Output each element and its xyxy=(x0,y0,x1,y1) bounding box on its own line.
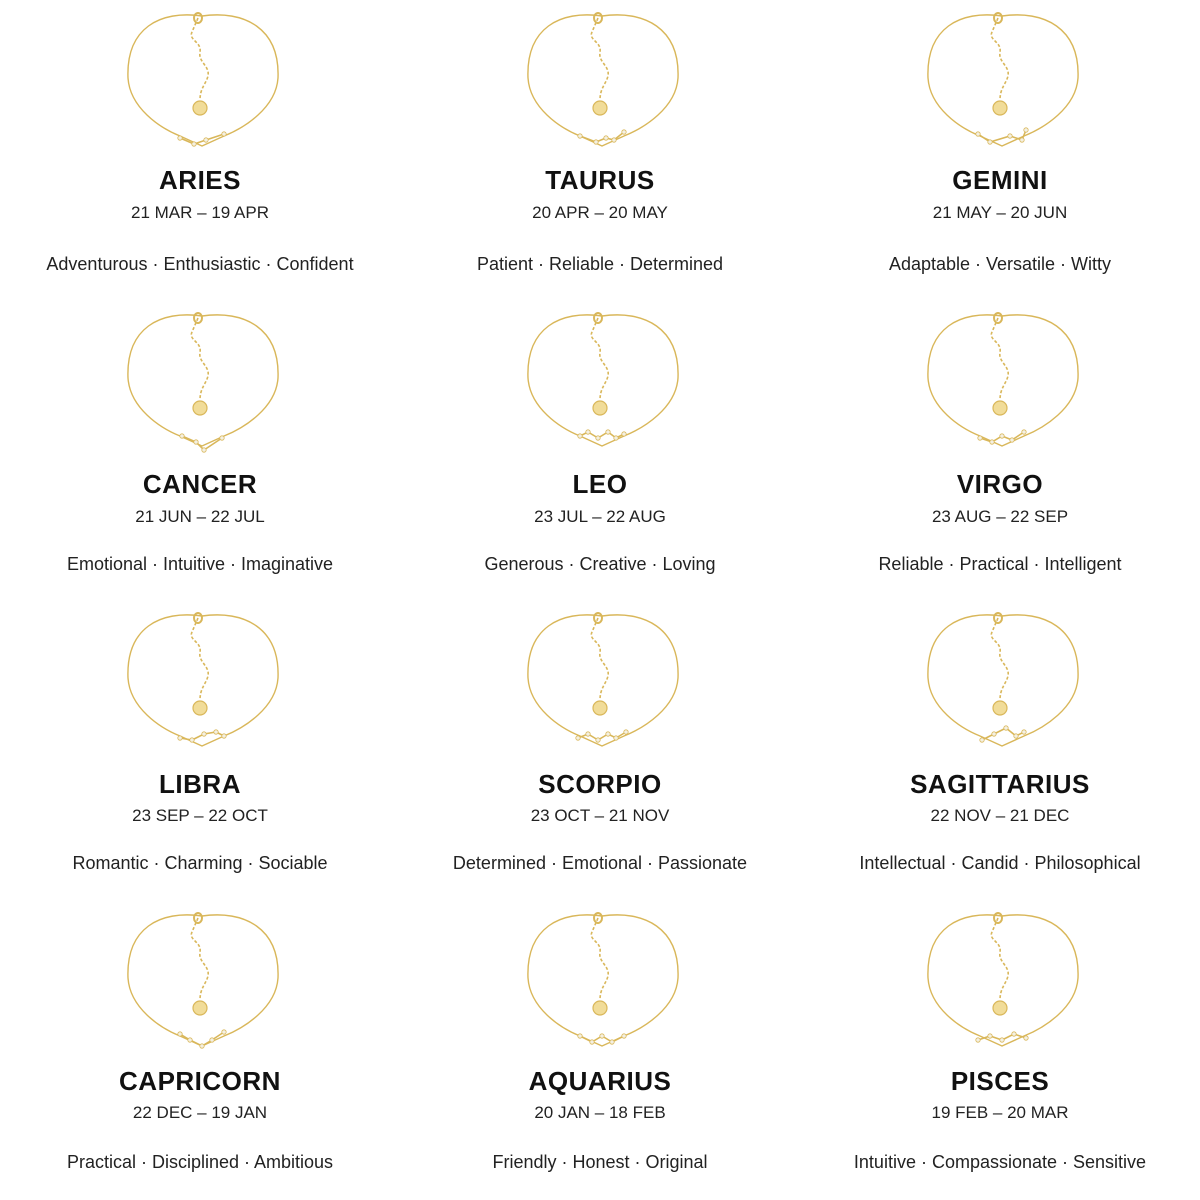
sign-name: VIRGO xyxy=(956,469,1044,499)
crystal-stone xyxy=(180,434,184,438)
crystal-stone xyxy=(202,448,206,452)
zodiac-card-pisces xyxy=(800,900,1200,1200)
sign-traits: Determined · Emotional · Passionate xyxy=(452,853,748,873)
sign-name: PISCES xyxy=(950,1066,1050,1096)
crystal-stone xyxy=(210,1038,214,1042)
sign-name: GEMINI xyxy=(952,165,1048,195)
crystal-stone xyxy=(610,1040,614,1044)
crystal-stone xyxy=(604,136,608,140)
crystal-stone xyxy=(612,138,616,142)
extender-chain xyxy=(591,18,608,100)
crystal-stone xyxy=(606,430,610,434)
bracelet-image xyxy=(120,308,285,458)
bracelet-image xyxy=(520,8,685,158)
extender-chain xyxy=(991,318,1008,400)
crystal-stone xyxy=(992,732,996,736)
pendant-tag xyxy=(993,101,1007,115)
crystal-stone xyxy=(978,436,982,440)
sign-traits: Friendly · Honest · Original xyxy=(492,1152,708,1172)
chain-loop xyxy=(528,615,678,746)
sign-name: SCORPIO xyxy=(538,769,662,799)
crystal-stone xyxy=(624,730,628,734)
sign-name: CANCER xyxy=(142,469,258,499)
crystal-stone xyxy=(622,432,626,436)
crystal-stone xyxy=(188,1038,192,1042)
sign-traits: Romantic · Charming · Sociable xyxy=(72,853,328,873)
pendant-tag xyxy=(193,1001,207,1015)
chain-loop xyxy=(528,315,678,446)
crystal-stone xyxy=(988,140,992,144)
bracelet-image xyxy=(920,8,1085,158)
crystal-stone xyxy=(988,1034,992,1038)
chain-loop xyxy=(128,315,278,446)
extender-chain xyxy=(591,918,608,1000)
constellation-line xyxy=(182,436,222,450)
sign-name: AQUARIUS xyxy=(528,1066,672,1096)
crystal-stone xyxy=(202,732,206,736)
crystal-stone xyxy=(976,132,980,136)
extender-chain xyxy=(991,618,1008,700)
bracelet-image xyxy=(920,308,1085,458)
bracelet-image xyxy=(920,608,1085,758)
crystal-stone xyxy=(1020,138,1024,142)
chain-loop xyxy=(928,315,1078,446)
crystal-stone xyxy=(178,136,182,140)
sign-traits: Adventurous · Enthusiastic · Confident xyxy=(46,254,354,274)
sign-dates: 21 MAR – 19 APR xyxy=(131,203,269,222)
sign-dates: 20 APR – 20 MAY xyxy=(532,203,668,222)
sign-traits: Intuitive · Compassionate · Sensitive xyxy=(853,1152,1147,1172)
zodiac-card-capricorn xyxy=(0,900,400,1200)
sign-dates: 19 FEB – 20 MAR xyxy=(931,1103,1069,1122)
constellation-line xyxy=(978,130,1026,142)
crystal-stone xyxy=(1000,434,1004,438)
pendant-tag xyxy=(993,701,1007,715)
sign-name: SAGITTARIUS xyxy=(910,769,1090,799)
crystal-stone xyxy=(980,738,984,742)
sign-name: TAURUS xyxy=(545,165,655,195)
sign-traits: Practical · Disciplined · Ambitious xyxy=(66,1152,334,1172)
zodiac-card-taurus xyxy=(400,0,800,300)
zodiac-card-cancer xyxy=(0,300,400,600)
extender-chain xyxy=(591,318,608,400)
chain-loop xyxy=(528,15,678,146)
sign-traits: Patient · Reliable · Determined xyxy=(476,254,724,274)
crystal-stone xyxy=(1008,134,1012,138)
crystal-stone xyxy=(220,436,224,440)
chain-loop xyxy=(928,15,1078,146)
crystal-stone xyxy=(594,140,598,144)
sign-traits: Adaptable · Versatile · Witty xyxy=(888,254,1112,274)
crystal-stone xyxy=(976,1038,980,1042)
crystal-stone xyxy=(578,434,582,438)
extender-chain xyxy=(191,618,208,700)
crystal-stone xyxy=(586,430,590,434)
sign-traits: Emotional · Intuitive · Imaginative xyxy=(66,554,334,574)
crystal-stone xyxy=(1024,1036,1028,1040)
crystal-stone xyxy=(622,1034,626,1038)
crystal-stone xyxy=(596,738,600,742)
chain-loop xyxy=(128,15,278,146)
crystal-stone xyxy=(200,1044,204,1048)
sign-dates: 21 MAY – 20 JUN xyxy=(932,203,1068,222)
pendant-tag xyxy=(993,1001,1007,1015)
crystal-stone xyxy=(222,1030,226,1034)
extender-chain xyxy=(191,318,208,400)
crystal-stone xyxy=(576,736,580,740)
sign-name: ARIES xyxy=(159,165,241,195)
crystal-stone xyxy=(204,138,208,142)
crystal-stone xyxy=(622,130,626,134)
chain-loop xyxy=(928,615,1078,746)
crystal-stone xyxy=(178,1032,182,1036)
sign-traits: Intellectual · Candid · Philosophical xyxy=(859,853,1141,873)
bracelet-image xyxy=(520,608,685,758)
crystal-stone xyxy=(194,440,198,444)
chain-loop xyxy=(528,915,678,1046)
crystal-stone xyxy=(578,134,582,138)
pendant-tag xyxy=(193,701,207,715)
chain-loop xyxy=(128,615,278,746)
sign-traits: Reliable · Practical · Intelligent xyxy=(878,554,1122,574)
sign-name: LEO xyxy=(572,469,628,499)
crystal-stone xyxy=(586,732,590,736)
pendant-tag xyxy=(193,401,207,415)
crystal-stone xyxy=(222,132,226,136)
crystal-stone xyxy=(1022,430,1026,434)
zodiac-card-aries xyxy=(0,0,400,300)
crystal-stone xyxy=(606,732,610,736)
crystal-stone xyxy=(614,736,618,740)
crystal-stone xyxy=(178,736,182,740)
crystal-stone xyxy=(1014,734,1018,738)
extender-chain xyxy=(991,18,1008,100)
extender-chain xyxy=(191,918,208,1000)
bracelet-image xyxy=(120,8,285,158)
sign-dates: 23 OCT – 21 NOV xyxy=(530,806,670,825)
sign-name: LIBRA xyxy=(159,769,241,799)
zodiac-card-scorpio xyxy=(400,600,800,900)
constellation-line xyxy=(580,132,624,142)
zodiac-card-virgo xyxy=(800,300,1200,600)
crystal-stone xyxy=(192,142,196,146)
zodiac-card-sagittarius xyxy=(800,600,1200,900)
crystal-stone xyxy=(614,436,618,440)
bracelet-image xyxy=(120,908,285,1058)
chain-loop xyxy=(128,915,278,1046)
crystal-stone xyxy=(1024,128,1028,132)
sign-dates: 21 JUN – 22 JUL xyxy=(135,507,265,526)
crystal-stone xyxy=(190,738,194,742)
crystal-stone xyxy=(214,730,218,734)
pendant-tag xyxy=(993,401,1007,415)
sign-name: CAPRICORN xyxy=(119,1066,281,1096)
crystal-stone xyxy=(590,1040,594,1044)
zodiac-card-libra xyxy=(0,600,400,900)
sign-dates: 20 JAN – 18 FEB xyxy=(534,1103,666,1122)
crystal-stone xyxy=(990,440,994,444)
zodiac-card-aquarius xyxy=(400,900,800,1200)
bracelet-image xyxy=(520,908,685,1058)
zodiac-card-leo xyxy=(400,300,800,600)
crystal-stone xyxy=(1010,438,1014,442)
pendant-tag xyxy=(193,101,207,115)
pendant-tag xyxy=(593,1001,607,1015)
bracelet-image xyxy=(120,608,285,758)
crystal-stone xyxy=(1004,726,1008,730)
pendant-tag xyxy=(593,401,607,415)
chain-loop xyxy=(928,915,1078,1046)
sign-dates: 22 NOV – 21 DEC xyxy=(930,806,1070,825)
pendant-tag xyxy=(593,101,607,115)
sign-dates: 23 JUL – 22 AUG xyxy=(534,507,666,526)
crystal-stone xyxy=(600,1034,604,1038)
extender-chain xyxy=(191,18,208,100)
crystal-stone xyxy=(222,734,226,738)
sign-dates: 23 AUG – 22 SEP xyxy=(931,507,1069,526)
sign-dates: 22 DEC – 19 JAN xyxy=(132,1103,268,1122)
crystal-stone xyxy=(578,1034,582,1038)
crystal-stone xyxy=(1000,1038,1004,1042)
extender-chain xyxy=(591,618,608,700)
crystal-stone xyxy=(1012,1032,1016,1036)
sign-dates: 23 SEP – 22 OCT xyxy=(132,806,268,825)
sign-traits: Generous · Creative · Loving xyxy=(484,554,716,574)
pendant-tag xyxy=(593,701,607,715)
bracelet-image xyxy=(920,908,1085,1058)
bracelet-image xyxy=(520,308,685,458)
crystal-stone xyxy=(596,436,600,440)
zodiac-card-gemini xyxy=(800,0,1200,300)
extender-chain xyxy=(991,918,1008,1000)
crystal-stone xyxy=(1022,730,1026,734)
